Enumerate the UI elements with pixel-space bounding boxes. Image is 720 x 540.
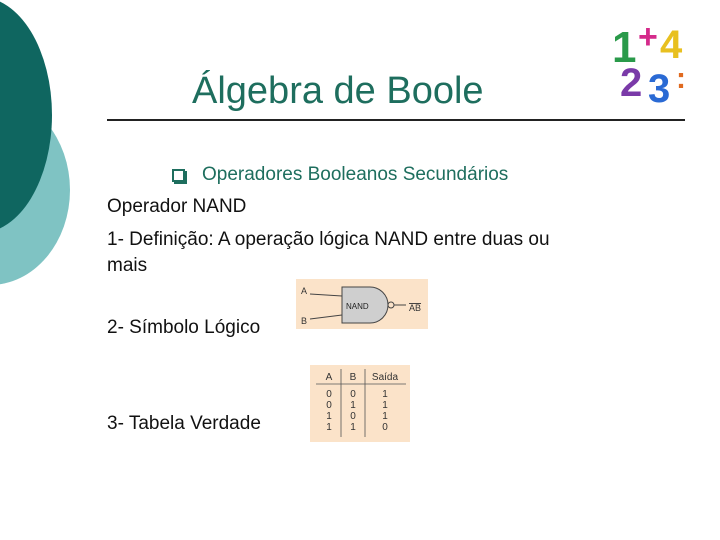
truth-table-cell: 1: [382, 411, 388, 422]
truth-table-cell: 0: [326, 400, 332, 411]
definition-line: 1- Definição: A operação lógica NAND entre duas ou: [107, 229, 550, 250]
truth-table-cell: 1: [382, 389, 388, 400]
nand-gate-diagram: [296, 279, 428, 329]
truth-table-cell: 1: [350, 400, 356, 411]
truth-table-cell: 0: [326, 389, 332, 400]
truth-table-header: B: [349, 372, 357, 383]
logo-digit-plus: +: [638, 18, 658, 56]
bullet-text: Operadores Booleanos Secundários: [202, 164, 509, 185]
logo-digit-3: 3: [648, 67, 671, 110]
truth-table: [310, 365, 410, 442]
truth-table-cell: 1: [326, 422, 332, 433]
logo-digit-colon: :: [676, 62, 686, 95]
logo-digit-4: 4: [660, 23, 683, 67]
bullet-item: [172, 164, 508, 186]
gate-output: AB: [409, 303, 422, 313]
gate-input-a: A: [301, 286, 308, 296]
truth-table-cell: 1: [350, 422, 356, 433]
truth-table-cell: 0: [350, 389, 356, 400]
operator-line: Operador NAND: [107, 196, 247, 217]
truth-table-cell: 0: [350, 411, 356, 422]
gate-name: NAND: [346, 302, 369, 311]
truth-table-header: Saída: [371, 372, 399, 383]
logo-digit-2: 2: [620, 61, 643, 105]
truth-table-label: 3- Tabela Verdade: [107, 413, 261, 434]
truth-table-cell: 1: [382, 400, 388, 411]
gate-inversion-bubble: [388, 302, 394, 308]
truth-table-cell: 0: [382, 422, 388, 433]
symbol-label: 2- Símbolo Lógico: [107, 317, 261, 338]
slide-title: Álgebra de Boole: [192, 70, 484, 112]
gate-input-b: B: [301, 316, 308, 326]
decorative-circles: [0, 0, 80, 300]
numbers-logo: [598, 10, 698, 110]
logo-digit-1: 1: [612, 23, 637, 72]
checkbox-bullet-icon: [172, 169, 185, 182]
truth-table-cell: 1: [326, 411, 332, 422]
title-divider: [107, 119, 685, 121]
definition-continuation: mais: [107, 255, 148, 276]
truth-table-header: A: [325, 372, 333, 383]
